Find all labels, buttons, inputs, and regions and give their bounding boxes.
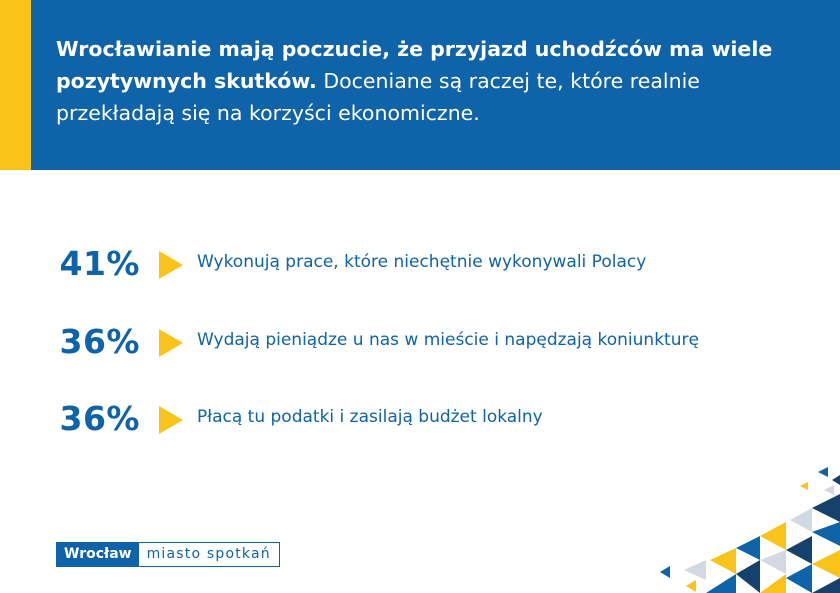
header-banner — [0, 0, 840, 170]
header-accent-bar — [0, 0, 31, 170]
logo-brand: Wrocław — [57, 543, 139, 566]
logo-tagline: miasto spotkań — [146, 546, 271, 562]
headline — [56, 33, 816, 129]
stat-percent: 41% — [59, 244, 140, 283]
triangle-arrow-icon — [159, 329, 183, 357]
triangle-pattern-decoration — [640, 460, 840, 593]
stat-text: Wykonują prace, które niechętnie wykonywali Polacy — [197, 252, 647, 272]
triangle-arrow-icon — [159, 251, 183, 279]
stat-text: Płacą tu podatki i zasilają budżet lokalny — [197, 407, 543, 427]
stat-row — [0, 318, 840, 368]
stat-text: Wydają pieniądze u nas w mieście i napędzają koniunkturę — [197, 330, 699, 350]
stat-row — [0, 240, 840, 290]
stat-percent: 36% — [59, 322, 140, 361]
headline-bold: Wrocławianie mają poczucie, że przyjazd uchodźców ma wiele pozytywnych skutków. — [56, 37, 773, 93]
triangle-arrow-icon — [159, 406, 183, 434]
headline-normal: Doceniane są raczej te, które realnie przekładają się na korzyści ekonomiczne. — [56, 69, 700, 125]
wroclaw-logo — [56, 542, 280, 567]
stat-row — [0, 395, 840, 445]
stat-percent: 36% — [59, 399, 140, 438]
